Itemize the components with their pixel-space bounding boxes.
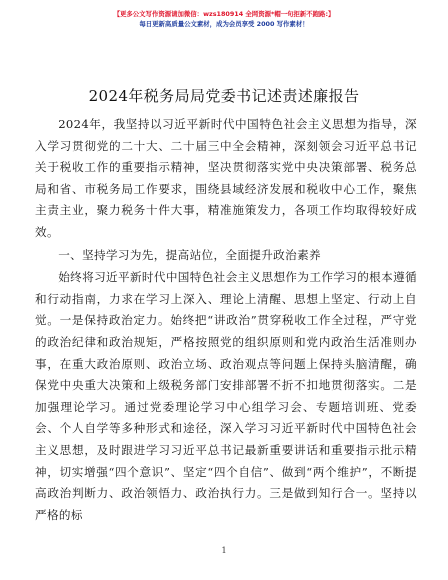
promo-banner-line2: 每日更新高质量公文素材，成为会员享受 2000 写作素材！ [139,20,309,28]
section-heading: 一、坚持学习为先，提高站位，全面提升政治素养 [58,247,321,262]
intro-paragraph: 2024年，我坚持以习近平新时代中国特色社会主义思想为指导，深入学习贯彻党的二十大、二十届三中全会精神，深刻领会习近平总书记关于税收工作的重要指示精神，坚决贯彻落实党中央决策部署、税务总局和省、市税务局工作要求，围绕县域经济发展和税收中心工作，聚焦主责主业，聚力税务十件大事，精准施策发力，各项工作均取得较好成效。 [35,117,417,239]
document-title: 2024年税务局局党委书记述责述廉报告 [88,87,360,105]
section-paragraph: 始终将习近平新时代中国特色社会主义思想作为工作学习的根本遵循和行动指南，力求在学习上深入、理论上清醒、思想上坚定、行动上自觉。一是保持政治定力。始终把“讲政治”贯穿税收工作全过程，严守党的政治纪律和政治规矩，严格按照党的组织原则和党内政治生活准则办事，在重大政治原则、政治立场、政治观点等问题上保持头脑清醒，确保党中央重大决策和上级税务部门安排部署不折不扣地贯彻落实。二是加强理论学习。通过党委理论学习中心组学习会、专题培训班、党委会、个人自学等多种形式和途径，深入学习习近平新时代中国特色社会主义思想，及时跟进学习习近平总书记最新重要讲话和重要指示批示精神，切实增强“四个意识”、坚定“四个自信”、做到“两个维护”，不断提高政治判断力、政治领悟力、政治执行力。三是做到知行合一。坚持以严格的标 [35,270,417,522]
document-body [35,114,417,526]
promo-banner-line1: 【更多公文写作资源请加微信：wzs180914 全网资源*帽一句拒新不跑路:】 [113,10,335,18]
page-number: 1 [221,546,227,555]
